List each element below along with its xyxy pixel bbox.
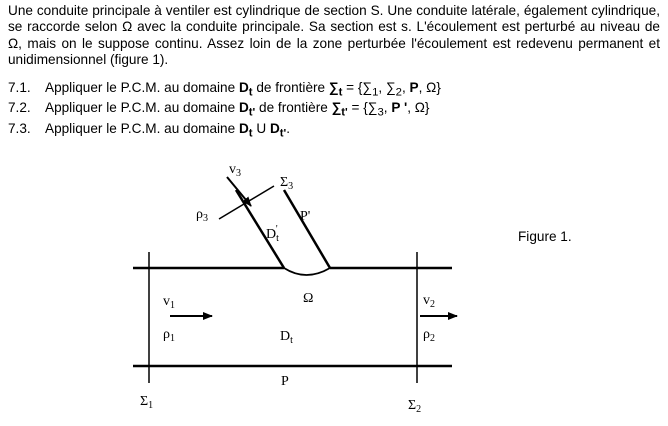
domain-symbol: $D_t$ [238, 121, 253, 140]
label-dt-prime: $D_t'$ [266, 224, 279, 244]
question-number: 7.3. [8, 121, 31, 136]
label-sigma3: $\Sigma_3$ [280, 175, 294, 192]
question-number: 7.1. [8, 80, 31, 95]
label-rho3: $\rho_3$ [196, 207, 208, 224]
label-v2: $v_2$ [423, 293, 435, 310]
junction-omega-curve [284, 268, 330, 275]
question-number: 7.2. [8, 100, 31, 115]
label-sigma1: $\Sigma_1$ [140, 394, 154, 411]
domain-symbol: $D_{t'}$ [238, 100, 256, 119]
figure-caption: Figure 1. [518, 229, 572, 244]
question-text: Appliquer le P.C.M. au domaine [45, 80, 239, 95]
lateral-pipe-wall-right [284, 190, 330, 268]
label-p-prime: P' [300, 209, 311, 224]
question-7-2: 7.2. Appliquer le P.C.M. au domaine $D_{t'}$ de frontière $\sum_{t'} = \{\sum_3$, P ', Ω} [8, 100, 430, 119]
boundary-symbol: $\sum_t$ [328, 80, 343, 99]
label-sigma2: $\Sigma_2$ [408, 398, 422, 415]
question-text: Appliquer le P.C.M. au domaine [45, 121, 239, 136]
label-v1: $v_1$ [163, 294, 175, 311]
label-rho1: $\rho_1$ [163, 327, 175, 344]
label-rho2: $\rho_2$ [423, 327, 435, 344]
label-v3: $v_3$ [229, 162, 241, 179]
section-sigma3-line [219, 186, 274, 219]
label-dt: $D_t$ [280, 329, 293, 346]
question-7-3: 7.3. Appliquer le P.C.M. au domaine $D_t$ U $D_{t'}$. [8, 121, 291, 140]
problem-statement: Une conduite principale à ventiler est cylindrique de section S. Une conduite latérale, également cylindrique, se raccorde selon Ω avec la conduite principale. Sa section est s. L'écoulement est perturbé au niveau de Ω, mais on le suppose continu. Assez loin de la zone perturbée l'écoulement est redevenu permanent et unidimensionnel (figure 1). [8, 3, 660, 68]
domain-symbol-2: $D_{t'}$ [269, 121, 287, 140]
domain-symbol: $D_t$ [238, 80, 253, 99]
label-omega: Ω [303, 291, 314, 306]
v3-arrow [227, 177, 251, 206]
question-text: Appliquer le P.C.M. au domaine [45, 100, 239, 115]
label-p: P [281, 374, 289, 389]
question-7-1: 7.1. Appliquer le P.C.M. au domaine $D_t$ de frontière $\sum_t = \{\sum_1$, $\sum_2$, P, Ω} [8, 80, 441, 99]
boundary-symbol: $\sum_{t'}$ [331, 100, 348, 119]
